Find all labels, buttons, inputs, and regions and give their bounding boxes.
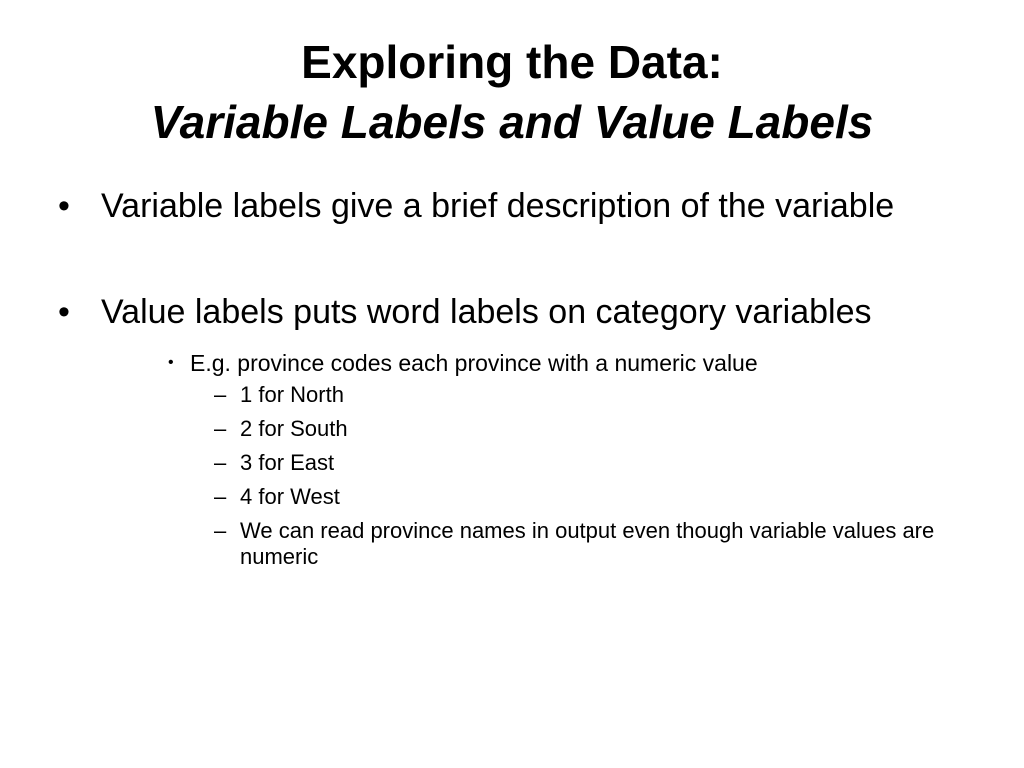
slide-title — [0, 32, 1024, 152]
dash-marker: – — [214, 450, 227, 475]
dash-item-east — [214, 450, 958, 476]
dash-marker: – — [214, 382, 227, 407]
bullet-marker: • — [58, 293, 70, 331]
dash-marker: – — [214, 484, 227, 509]
bullet-value-labels — [58, 292, 958, 332]
slide-body — [58, 186, 958, 570]
title-line-1: Exploring the Data: — [301, 36, 723, 88]
title-line-2: Variable Labels and Value Labels — [150, 96, 874, 148]
dash-text: 1 for North — [240, 382, 344, 407]
bullet-variable-labels — [58, 186, 958, 226]
sub-bullet-text: E.g. province codes each province with a numeric value — [190, 350, 758, 376]
dash-item-south — [214, 416, 958, 442]
dash-text: 3 for East — [240, 450, 335, 475]
dash-text: 2 for South — [240, 416, 348, 441]
dash-item-west — [214, 484, 958, 510]
dash-marker: – — [214, 416, 227, 441]
dash-item-province-names — [214, 518, 960, 570]
dash-text: We can read province names in output even though variable values are numeric — [240, 518, 935, 569]
sub-bullet-marker: • — [168, 354, 174, 371]
bullet-text: Value labels puts word labels on category variables — [101, 293, 872, 331]
dash-item-north — [214, 382, 958, 408]
bullet-text: Variable labels give a brief description of the variable — [101, 187, 895, 225]
dash-marker: – — [214, 518, 227, 543]
dash-text: 4 for West — [240, 484, 340, 509]
bullet-marker: • — [58, 187, 70, 225]
sub-bullet-example — [168, 348, 958, 378]
